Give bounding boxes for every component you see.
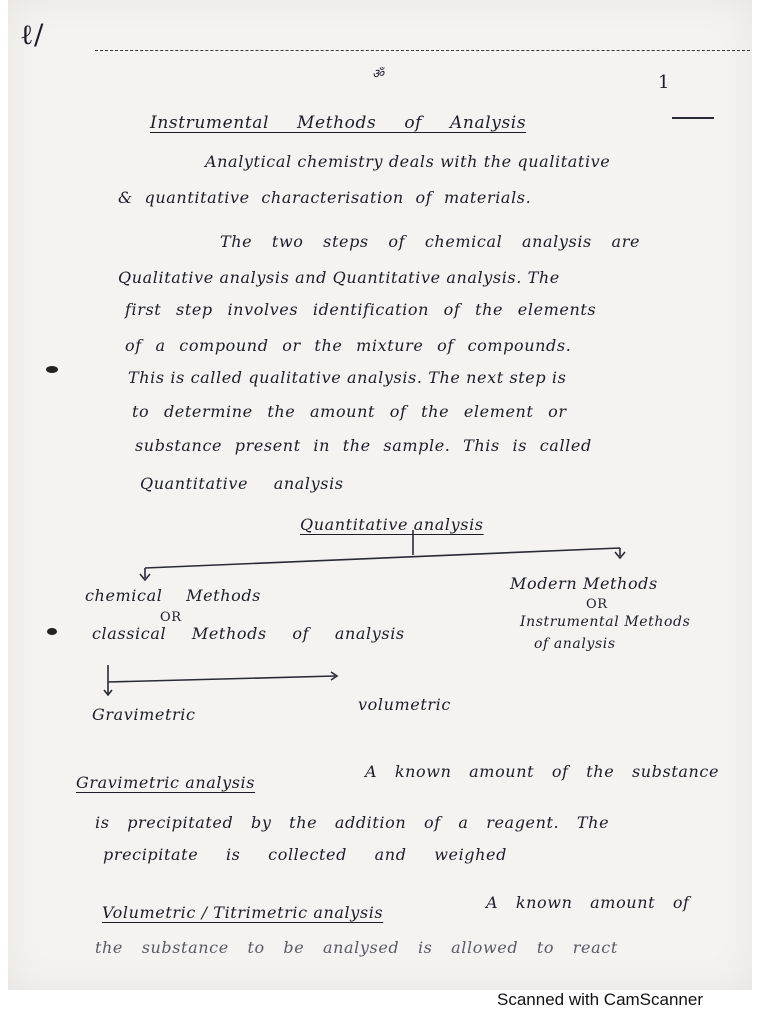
scanner-watermark: Scanned with CamScanner xyxy=(497,990,704,1009)
intro-line-10: Quantitative analysis xyxy=(140,474,344,493)
intro-line-6: of a compound or the mixture of compounds. xyxy=(125,336,572,355)
volumetric-line-2: the substance to be analysed is allowed to react xyxy=(95,938,618,957)
intro-line-7: This is called qualitative analysis. The next step is xyxy=(128,368,567,387)
left-or-label: OR xyxy=(160,610,182,625)
page-number: 1 xyxy=(658,72,671,93)
intro-line-1: Analytical chemistry deals with the qualitative xyxy=(205,152,611,171)
volumetric-heading: Volumetric / Titrimetric analysis xyxy=(102,903,384,922)
gravimetric-line-3: precipitate is collected and weighed xyxy=(103,845,507,864)
gravimetric-heading: Gravimetric analysis xyxy=(76,773,256,792)
margin-bullet xyxy=(47,628,57,635)
classical-methods-label: classical Methods of analysis xyxy=(92,624,405,643)
of-analysis-label: of analysis xyxy=(534,636,616,652)
intro-line-2: & quantitative characterisation of materials. xyxy=(118,188,532,207)
modern-methods-label: Modern Methods xyxy=(510,574,658,593)
margin-scribble: ℓ/ xyxy=(20,18,45,51)
right-or-label: OR xyxy=(586,597,608,612)
intro-line-3: The two steps of chemical analysis are xyxy=(220,232,641,251)
corner-mark: ॐ xyxy=(372,67,385,82)
volumetric-line-1: A known amount of xyxy=(486,893,690,912)
gravimetric-label: Gravimetric xyxy=(92,705,196,724)
margin-bullet xyxy=(46,366,58,373)
chemical-methods-label: chemical Methods xyxy=(85,586,261,605)
intro-line-4: Qualitative analysis and Quantitative analysis. The xyxy=(118,268,560,287)
intro-line-5: first step involves identification of the elements xyxy=(125,300,597,319)
diagram-root: Quantitative analysis xyxy=(300,515,484,534)
page-title: Instrumental Methods of Analysis xyxy=(150,113,527,133)
instrumental-methods-label: Instrumental Methods xyxy=(520,614,691,630)
volumetric-label: volumetric xyxy=(358,695,451,714)
intro-line-9: substance present in the sample. This is called xyxy=(135,436,592,455)
gravimetric-line-1: A known amount of the substance xyxy=(365,762,720,781)
intro-line-8: to determine the amount of the element or xyxy=(132,402,567,421)
gravimetric-line-2: is precipitated by the addition of a reagent. The xyxy=(95,813,610,832)
